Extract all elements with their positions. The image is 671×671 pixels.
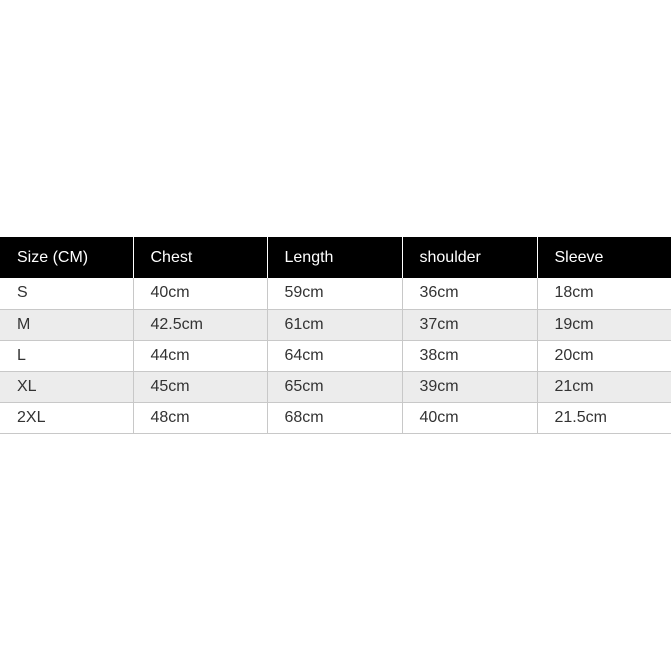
- cell-sleeve: 20cm: [537, 340, 671, 371]
- cell-size: 2XL: [0, 402, 133, 433]
- cell-chest: 42.5cm: [133, 309, 267, 340]
- cell-size: L: [0, 340, 133, 371]
- cell-length: 61cm: [267, 309, 402, 340]
- table-row: [0, 371, 671, 402]
- size-chart-header: [0, 237, 671, 278]
- cell-length: 64cm: [267, 340, 402, 371]
- cell-sleeve: 18cm: [537, 278, 671, 309]
- cell-chest: 44cm: [133, 340, 267, 371]
- table-row: [0, 278, 671, 309]
- cell-size: M: [0, 309, 133, 340]
- header-size: Size (CM): [0, 237, 133, 278]
- size-chart-body: [0, 278, 671, 433]
- table-row: [0, 340, 671, 371]
- cell-size: XL: [0, 371, 133, 402]
- cell-shoulder: 39cm: [402, 371, 537, 402]
- cell-sleeve: 19cm: [537, 309, 671, 340]
- cell-chest: 48cm: [133, 402, 267, 433]
- cell-shoulder: 37cm: [402, 309, 537, 340]
- cell-shoulder: 36cm: [402, 278, 537, 309]
- cell-length: 65cm: [267, 371, 402, 402]
- header-row: [0, 237, 671, 278]
- header-length: Length: [267, 237, 402, 278]
- size-chart-table: [0, 237, 671, 434]
- table-row: [0, 309, 671, 340]
- header-shoulder: shoulder: [402, 237, 537, 278]
- cell-length: 68cm: [267, 402, 402, 433]
- cell-shoulder: 40cm: [402, 402, 537, 433]
- cell-chest: 45cm: [133, 371, 267, 402]
- table-row: [0, 402, 671, 433]
- cell-sleeve: 21cm: [537, 371, 671, 402]
- header-chest: Chest: [133, 237, 267, 278]
- cell-shoulder: 38cm: [402, 340, 537, 371]
- cell-sleeve: 21.5cm: [537, 402, 671, 433]
- cell-length: 59cm: [267, 278, 402, 309]
- cell-size: S: [0, 278, 133, 309]
- header-sleeve: Sleeve: [537, 237, 671, 278]
- cell-chest: 40cm: [133, 278, 267, 309]
